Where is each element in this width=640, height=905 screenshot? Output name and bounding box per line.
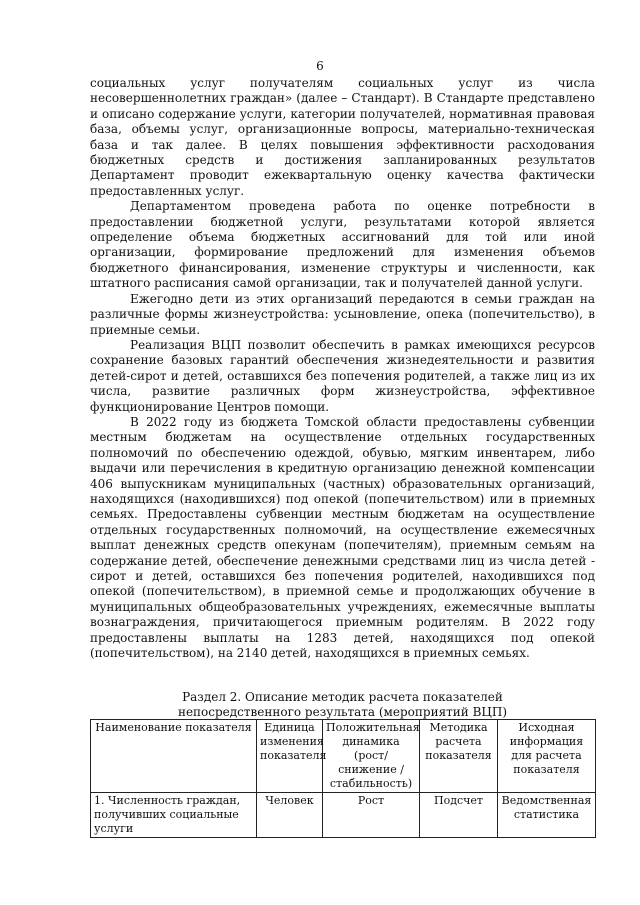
header-method: Методика расчета показателя — [420, 720, 498, 793]
cell-source: Ведомственная статистика — [498, 793, 596, 838]
section-title-line-1: Раздел 2. Описание методик расчета показателей — [182, 690, 503, 704]
table-row — [91, 793, 596, 838]
cell-indicator-name: 1. Численность граждан, получивших социальные услуги — [91, 793, 257, 838]
page-number: 6 — [316, 59, 324, 73]
body-text — [90, 76, 595, 661]
header-unit: Единица изменения показателя — [257, 720, 323, 793]
cell-method: Подсчет — [420, 793, 498, 838]
cell-unit: Человек — [257, 793, 323, 838]
paragraph-4: Реализация ВЦП позволит обеспечить в рамках имеющихся ресурсов сохранение базовых гарантий обеспечения жизнедеятельности и развития детей-сирот и детей, оставшихся без попечения родителей, а также лиц из их числа, развитие различных форм жизнеустройства, эффективное функционирование Центров помощи. — [90, 337, 595, 414]
methods-table — [90, 719, 596, 838]
cell-dynamics: Рост — [323, 793, 420, 838]
header-source: Исходная информация для расчета показателя — [498, 720, 596, 793]
paragraph-2: Департаментом проведена работа по оценке потребности в предоставлении бюджетной услуги, результатами которой является определение объема бюджетных ассигнований для той или иной организации, формирование предложений для изменения объемов бюджетного финансирования, изменение структуры и численности, как штатного расписания самой организации, так и получателей данной услуги. — [90, 199, 595, 291]
paragraph-3: Ежегодно дети из этих организаций передаются в семьи граждан на различные формы жизнеустройства: усыновление, опека (попечительство), в приемные семьи. — [90, 291, 595, 337]
paragraph-5: В 2022 году из бюджета Томской области предоставлены субвенции местным бюджетам на осуществление отдельных государственных полномочий по обеспечению одеждой, обувью, мягким инвентарем, либо выдачи или перечисления в кредитную организацию денежной компенсации 406 выпускникам муниципальных (частных) образовательных организаций, находящихся (находившихся) под опекой (попечительством) или в приемных семьях. Предоставлены субвенции местным бюджетам на осуществление отдельных государственных полномочий, на осуществление ежемесячных выплат денежных средств опекунам (попечителям), приемным семьям на содержание детей, обеспечение денежными средствами лиц из числа детей - сирот и детей, оставшихся без попечения родителей, находившихся под опекой (попечительством), в приемной семье и продолжающих обучение в муниципальных общеобразовательных учреждениях, ежемесячные выплаты вознаграждения, причитающегося приемным родителям. В 2022 году предоставлены выплаты на 1283 детей, находящихся под опекой (попечительством), на 2140 детей, находящихся в приемных семьях. — [90, 414, 595, 661]
header-indicator-name: Наименование показателя — [91, 720, 257, 793]
header-dynamics: Положительная динамика (рост/снижение /стабильность) — [323, 720, 420, 793]
paragraph-1: социальных услуг получателям социальных услуг из числа несовершеннолетних граждан» (далее – Стандарт). В Стандарте представлено и описано содержание услуги, категории получателей, нормативная правовая база, объемы услуг, организационные вопросы, материально-техническая база и так далее. В целях повышения эффективности расходования бюджетных средств и достижения запланированных результатов Департамент проводит ежеквартальную оценку качества фактически предоставленных услуг. — [90, 76, 595, 198]
section-title — [90, 690, 595, 721]
section-title-line-2: непосредственного результата (мероприятий ВЦП) — [177, 705, 508, 720]
table-header-row — [91, 720, 596, 793]
